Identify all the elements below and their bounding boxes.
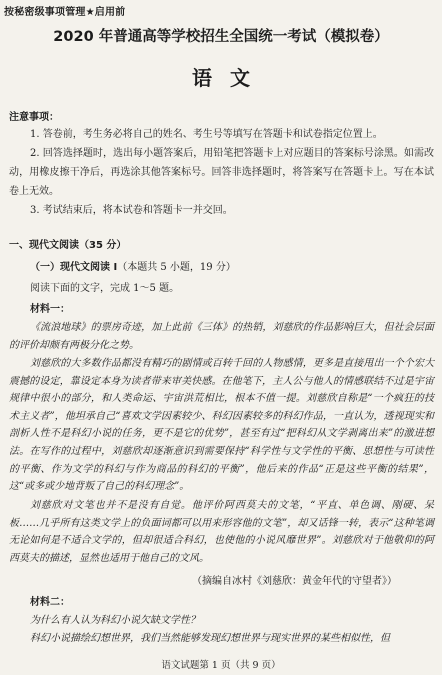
sub-heading-title: （一）现代文阅读 I [30, 262, 118, 273]
material-1-label: 材料一： [30, 304, 70, 315]
material-2-paragraph-1: 为什么有人认为科幻小说欠缺文学性？ [30, 615, 200, 626]
material-1-paragraph-2: 刘慈欣的大多数作品都没有精巧的剧情或百转千回的人物感情，更多是直接甩出一个个宏大震撼的设定，靠设定本身为读者带来审美快感。在他笔下，主人公与他人的情感联结不过是宇宙规律中很小的部分，和人类命运、宇宙洪荒相比，根本不值一提。刘慈欣自称是“一个疯狂的技术主义者”，他坦承自己“喜欢文学因素较少、科幻因素较多的科幻作品，一直认为，透视现实和剖析人性不是科幻小说的任务，更不是它的优势”，甚至有过“把科幻从文学剥离出来”的激进想法。在写作的过程中，刘慈欣却逐渐意识到需要保持“科学性与文学性的平衡、思想性与可读性的平衡、作为文学的科幻与作为商品的科幻的平衡”，他后来的作品“正是这些平衡的结果”，这“或多或少地背叛了自己的科幻理念”。 [9, 358, 434, 493]
material-2-paragraph-2: 科幻小说描绘幻想世界，我们当然能够发现幻想世界与现实世界的某些相似性，但 [30, 633, 390, 644]
notice-item-2: 2. 回答选择题时，选出每小题答案后，用铅笔把答题卡上对应题目的答案标号涂黑。如需改动，用橡皮擦干净后，再选涂其他答案标号。回答非选择题时，将答案写在答题卡上。写在本试卷上无效。 [9, 148, 434, 197]
material-1-paragraph-1: 《流浪地球》的票房奇迹，加上此前《三体》的热销，刘慈欣的作品影响巨大，但社会层面的评价却颇有两极分化之势。 [9, 322, 434, 351]
sub-heading-detail: （本题共 5 小题，19 分） [117, 262, 236, 273]
material-1-paragraph-3: 刘慈欣对文笔也并不是没有自觉。他评价阿西莫夫的文笔，“平直、单色调、刚硬、呆板……几乎所有这类文学上的负面词都可以用来形容他的文笔”，却又话锋一转，表示“这种笔调无论如何是不适合文学的，但却很适合科幻，也使他的小说风靡世界”。刘慈欣对于他敬仰的阿西莫夫的描述，显然也适用于他自己的文风。 [9, 500, 434, 564]
notice-item-3: 3. 考试结束后，将本试卷和答题卡一并交回。 [30, 205, 233, 216]
section-heading: 一、现代文阅读（35 分） [9, 240, 127, 251]
notice-heading: 注意事项： [9, 112, 59, 123]
secret-level-label: 按秘密级事项管理★启用前 [4, 7, 126, 18]
exam-title: 2020 年普通高等学校招生全国统一考试（模拟卷） [53, 29, 389, 45]
page-footer: 语文试题第 1 页（共 9 页） [161, 660, 281, 671]
material-2-label: 材料二： [30, 597, 70, 608]
reading-instruction: 阅读下面的文字，完成 1～5 题。 [30, 283, 180, 294]
sub-heading [30, 258, 236, 273]
subject-title: 语文 [192, 66, 268, 90]
notice-item-1: 1. 答卷前，考生务必将自己的姓名、考生号等填写在答题卡和试卷指定位置上。 [30, 129, 383, 140]
material-1-source: （摘编自冰村《刘慈欣：黄金年代的守望者》） [192, 576, 397, 587]
